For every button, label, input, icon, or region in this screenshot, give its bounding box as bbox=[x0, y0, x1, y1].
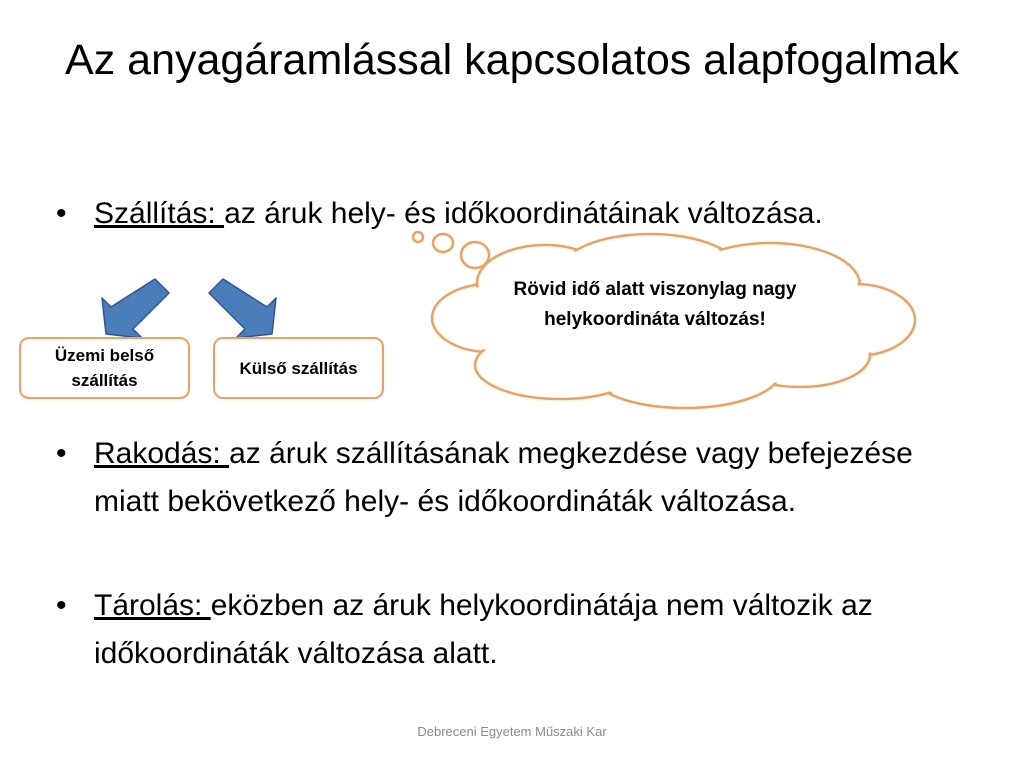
thought-bubble-medium bbox=[433, 234, 453, 252]
bullet-text bbox=[94, 582, 974, 678]
bullet-marker: • bbox=[56, 589, 67, 622]
box-uzemi-belso-szallitas: Üzemi belső szállítás bbox=[19, 337, 190, 399]
bullet-text bbox=[94, 430, 974, 526]
bullet-marker: • bbox=[56, 197, 67, 230]
bullet-term: Tárolás: bbox=[94, 589, 211, 622]
bullet-term: Szállítás: bbox=[94, 197, 225, 230]
bullet-definition: az áruk szállításának megkezdése vagy befejezése miatt bekövetkező hely- és időkoordináták változása. bbox=[94, 437, 913, 518]
bullet-definition: eközben az áruk helykoordinátája nem változik az időkoordináták változása alatt. bbox=[94, 589, 873, 670]
box-kulso-szallitas: Külső szállítás bbox=[213, 337, 384, 399]
bullet-definition: az áruk hely- és időkoordinátáinak változása. bbox=[224, 197, 823, 230]
bullet-marker: • bbox=[56, 437, 67, 470]
bullet-term: Rakodás: bbox=[94, 437, 230, 470]
thought-bubble-small bbox=[413, 232, 423, 242]
callout-text: Rövid idő alatt viszonylag nagy helykoordináta változás! bbox=[513, 279, 797, 330]
footer-text: Debreceni Egyetem Műszaki Kar bbox=[417, 724, 607, 739]
slide-title: Az anyagáramlással kapcsolatos alapfogalmak bbox=[65, 36, 959, 84]
